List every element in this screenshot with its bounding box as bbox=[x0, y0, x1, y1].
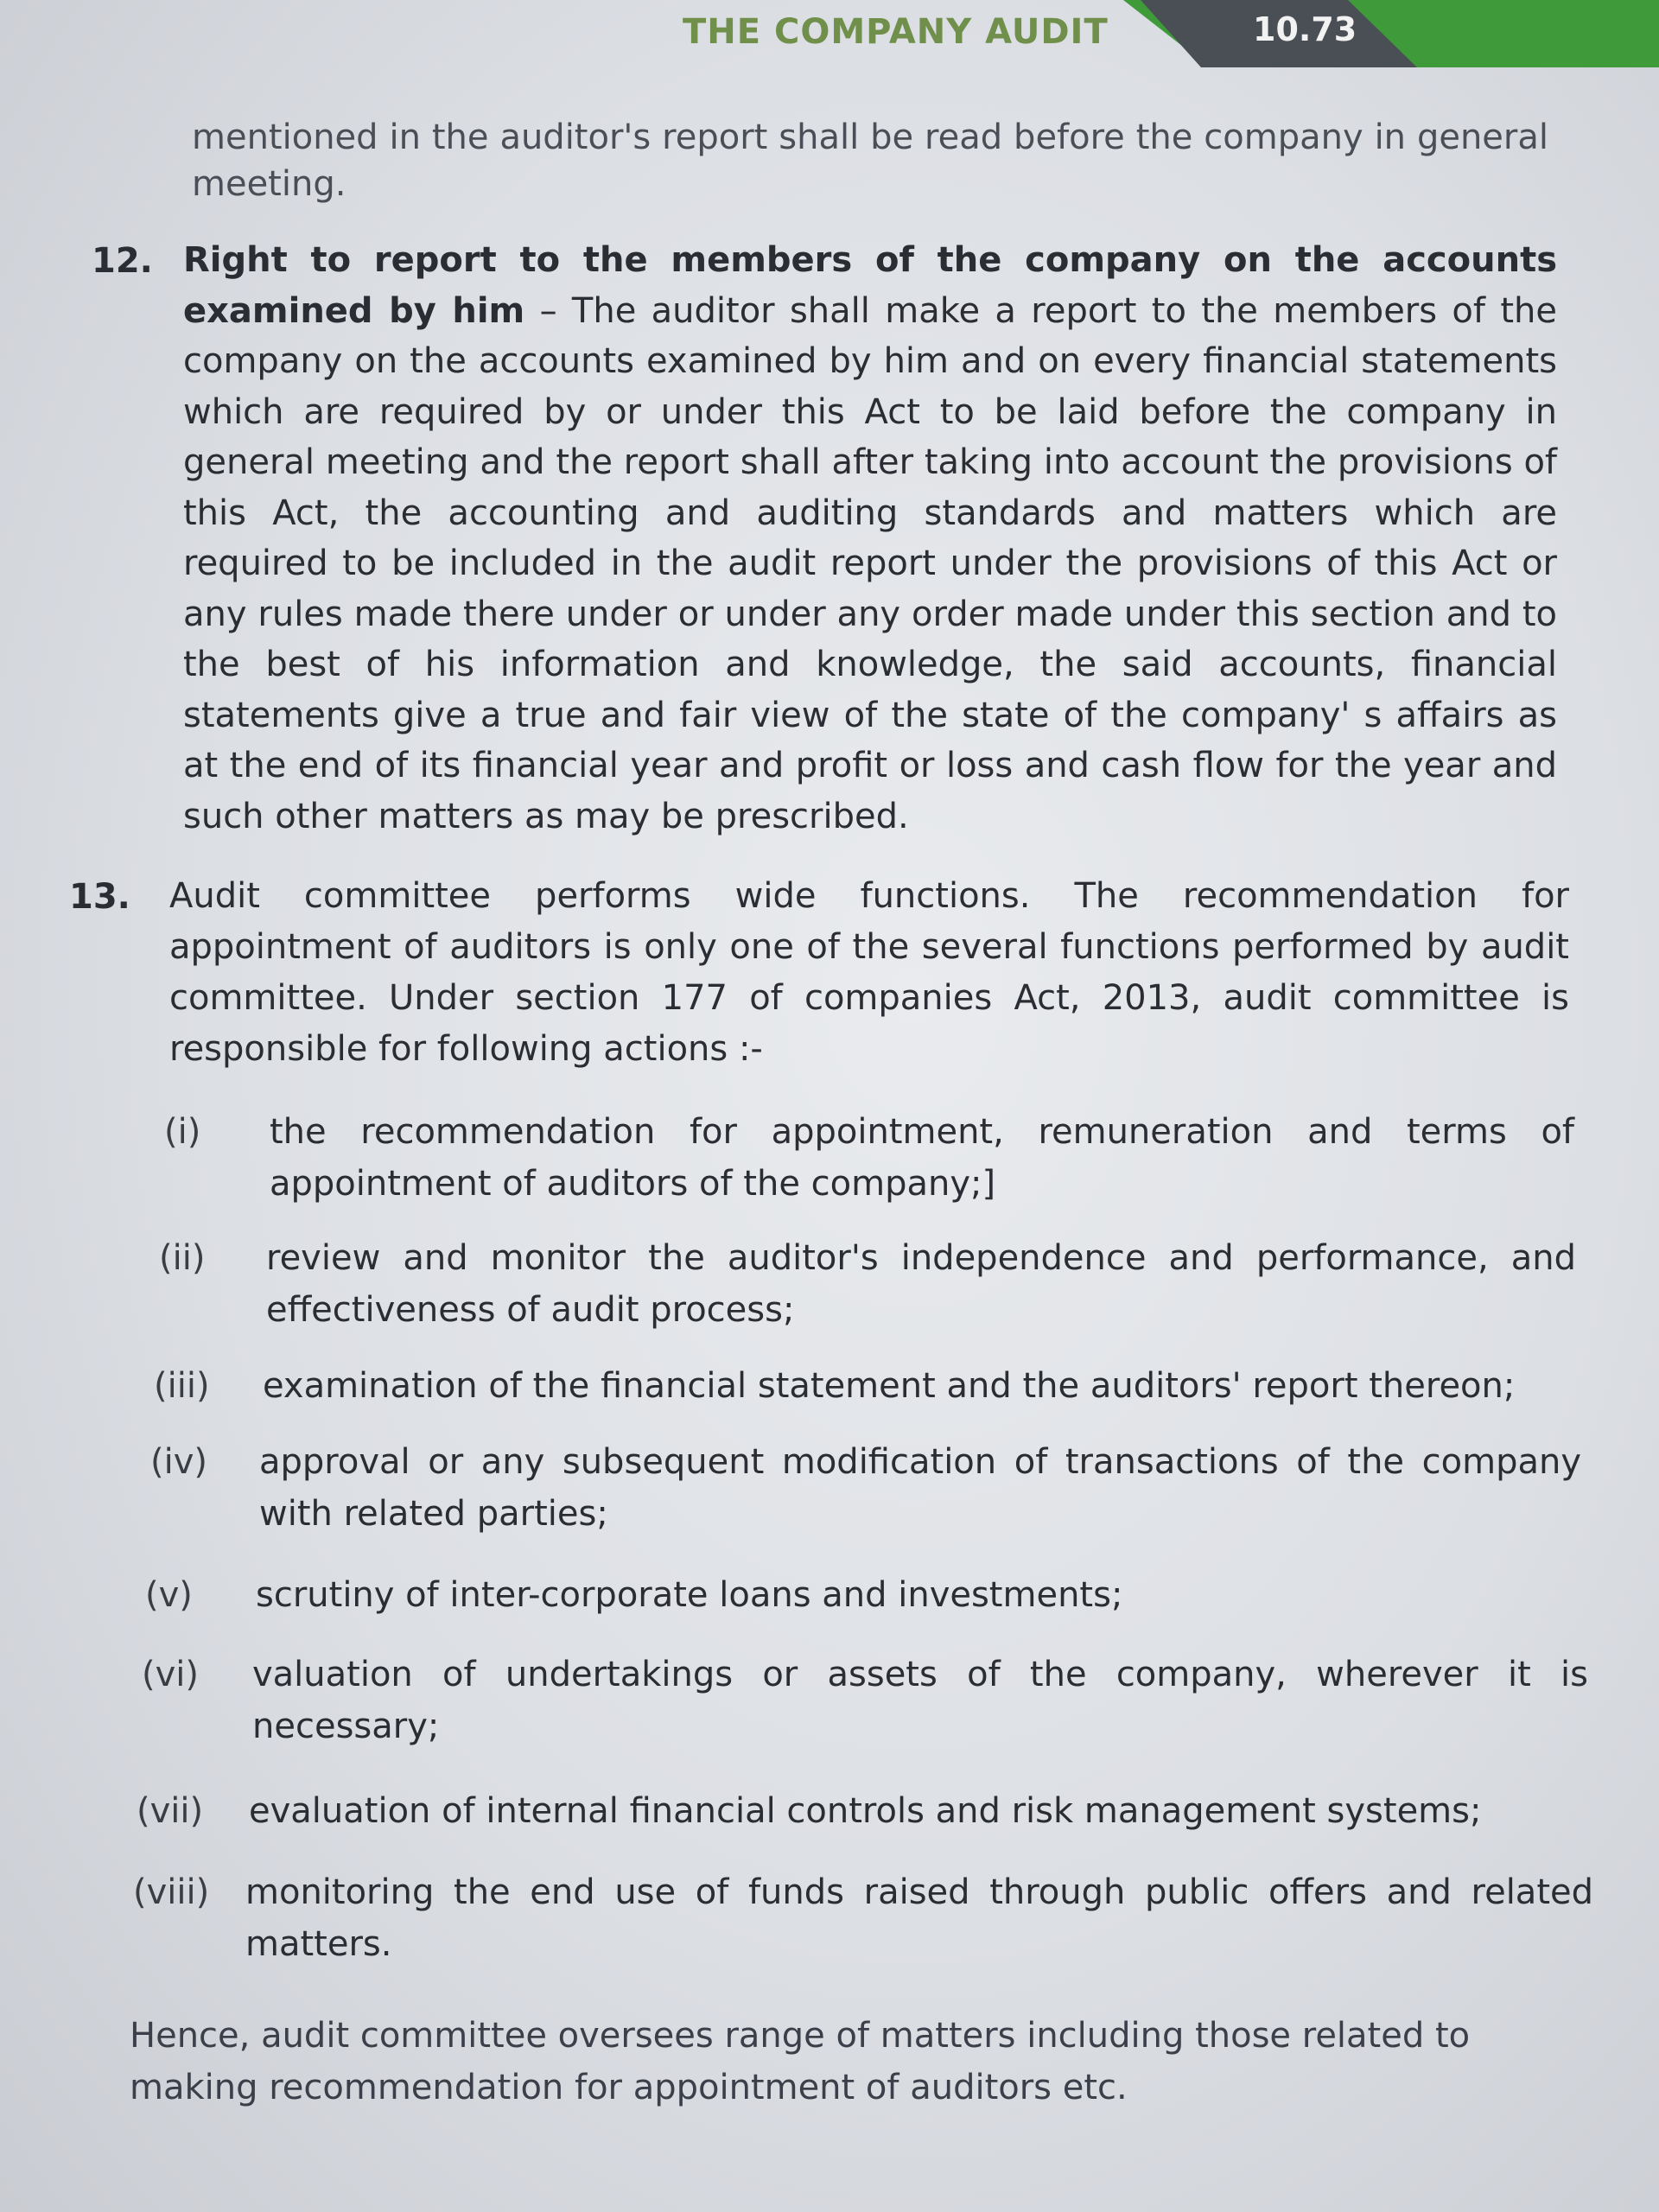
item-label-iii: (iii) bbox=[154, 1366, 210, 1406]
item-text-v: scrutiny of inter-corporate loans and investments; bbox=[256, 1575, 1123, 1615]
point-12-heading: Right to report to the members of the company on the accounts examined by him bbox=[183, 240, 1557, 331]
item-label-vi: (vi) bbox=[142, 1655, 199, 1694]
point-13-intro: Audit committee performs wide functions. The recommendation for appointment of auditors is only one of the several functions performed by audit committee. Under section 177 of companies Act, 2013, audit committee is responsible for following actions :- bbox=[169, 876, 1569, 1069]
item-label-iv: (iv) bbox=[150, 1442, 207, 1482]
point-12-number: 12. bbox=[92, 241, 153, 281]
item-text-iii: examination of the financial statement and the auditors' report thereon; bbox=[263, 1366, 1516, 1406]
item-text-viii: monitoring the end use of funds raised through public offers and related matters. bbox=[245, 1872, 1593, 1964]
running-header-title: THE COMPANY AUDIT bbox=[683, 12, 1109, 52]
item-text-vi: valuation of undertakings or assets of the company, wherever it is necessary; bbox=[252, 1655, 1588, 1746]
item-text-i: the recommendation for appointment, remuneration and terms of appointment of auditors of the company;] bbox=[270, 1112, 1574, 1204]
item-label-ii: (ii) bbox=[159, 1238, 206, 1278]
point-12-text: The auditor shall make a report to the members of the company on the accounts examined by him and on every financial statements which are required by or under this Act to be laid before the company in general meeting and the report shall after taking into account the provisions of this Act, the accounting and auditing standards and matters which are required to be included in the audit report under the provisions of this Act or any rules made there under or under any order made under this section and to the best of his information and knowledge, the said accounts, financial statements give a true and fair view of the state of the company' s affairs as at the end of its financial year and profit or loss and cash flow for the year and such other matters as may be prescribed. bbox=[183, 290, 1557, 836]
item-text-iv: approval or any subsequent modification of transactions of the company with related parties; bbox=[259, 1442, 1581, 1534]
point-12-paragraph bbox=[183, 235, 1557, 842]
item-label-v: (v) bbox=[145, 1575, 193, 1615]
item-text-vii: evaluation of internal financial controls and risk management systems; bbox=[249, 1791, 1482, 1831]
page-number: 10.73 bbox=[1253, 10, 1357, 48]
item-text-ii: review and monitor the auditor's independence and performance, and effectiveness of audit process; bbox=[266, 1238, 1576, 1330]
conclusion-paragraph: Hence, audit committee oversees range of matters including those related to making recommendation for appointment of auditors etc. bbox=[130, 2016, 1471, 2107]
continuation-paragraph: mentioned in the auditor's report shall be read before the company in general meeting. bbox=[192, 118, 1548, 204]
point-12-dash: – bbox=[524, 290, 572, 331]
item-label-viii: (viii) bbox=[133, 1872, 210, 1912]
item-label-i: (i) bbox=[164, 1112, 201, 1152]
item-label-vii: (vii) bbox=[137, 1791, 204, 1831]
point-13-number: 13. bbox=[69, 877, 130, 917]
